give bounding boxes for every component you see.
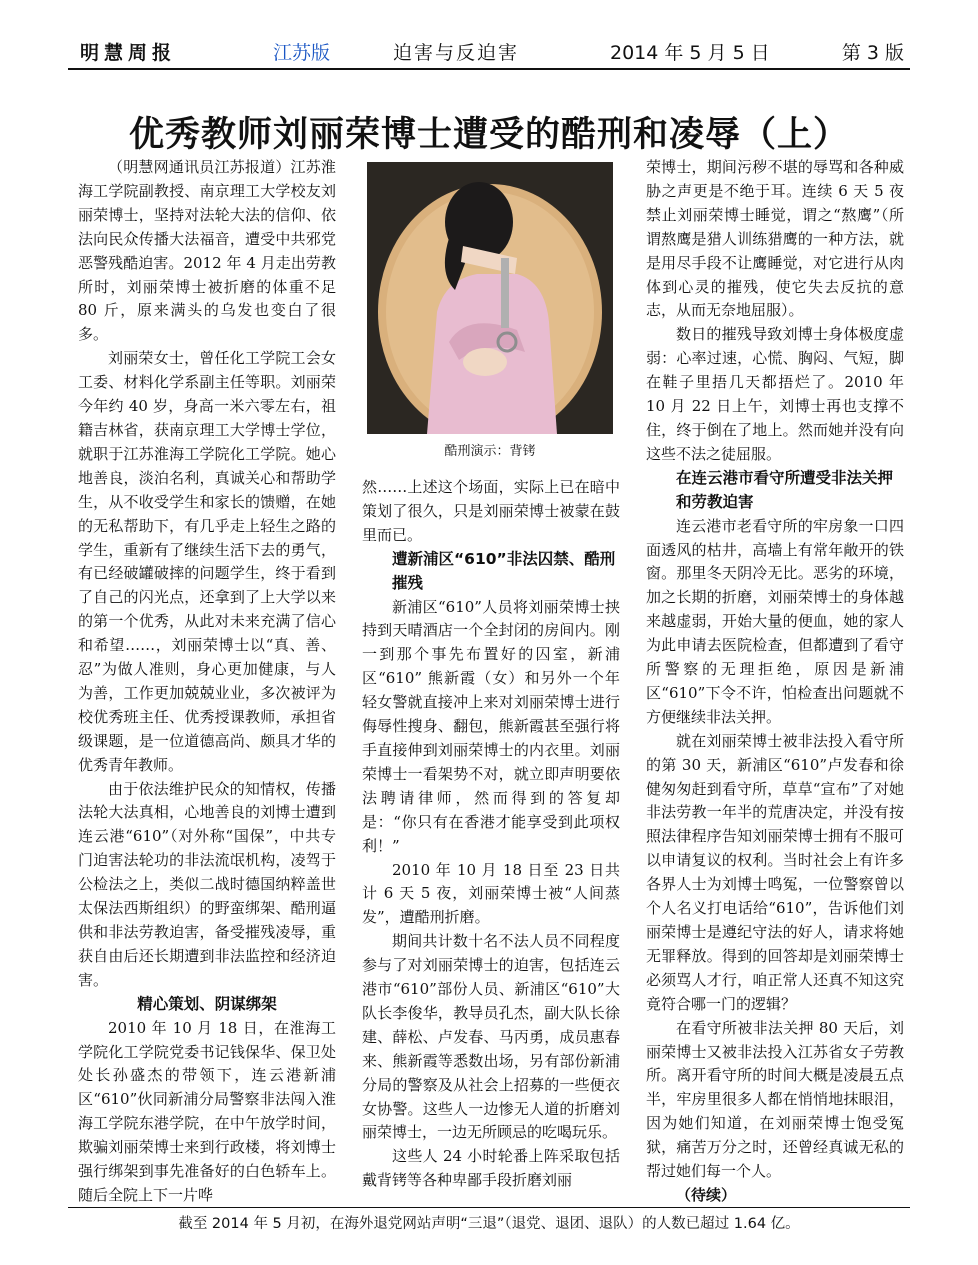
edition-label: 江苏版 bbox=[273, 42, 331, 64]
paragraph: （明慧网通讯员江苏报道）江苏淮海工学院副教授、南京理工大学校友刘丽荣博士，坚持对法轮大法的信仰、依法向民众传播大法福音，遭受中共邪党恶警残酷迫害。2012 年 4 月走出劳教所时，刘丽荣博士被折磨的体重不足 80 斤，原来满头的乌发也变白了很多。 bbox=[78, 158, 336, 344]
page-number: 第 3 版 bbox=[841, 42, 904, 64]
article-title: 优秀教师刘丽荣博士遭受的酷刑和凌辱（上） bbox=[128, 114, 849, 156]
paragraph: 在看守所被非法关押 80 天后，刘丽荣博士又被非法投入江苏省女子劳教所。离开看守所的时间大概是凌晨五点半，牢房里很多人都在悄悄地抹眼泪，因为她们知道，在刘丽荣博士饱受冤狱，痛苦万分之时，还曾经真诚无私的帮过她们每一个人。 bbox=[646, 1018, 904, 1181]
page-header bbox=[68, 36, 910, 68]
section-label: 迫害与反迫害 bbox=[393, 42, 520, 64]
paragraph: 数日的摧残导致刘博士身体极度虚弱：心率过速，心慌、胸闷、气短，脚在鞋子里捂几天都捂烂了。2010 年 10 月 22 日上午，刘博士再也支撑不住，终于倒在了地上。然而她并没有向这些不法之徒屈服。 bbox=[646, 325, 904, 463]
to-be-continued: （待续） bbox=[676, 1185, 737, 1204]
footer-rule bbox=[68, 1207, 910, 1208]
article-column-3 bbox=[646, 156, 904, 1208]
paragraph: 由于依法维护民众的知情权，传播法轮大法真相，心地善良的刘博士遭到连云港“610”（对外称“国保”，中共专门迫害法轮功的非法流氓机构，凌驾于公检法之上，类似二战时德国纳粹盖世太保法西斯组织）的野蛮绑架、酷刑逼供和非法劳教迫害，备受摧残凌辱，重获自由后还长期遭到非法监控和经济迫害。 bbox=[78, 779, 336, 989]
paragraph: 2010 年 10 月 18 日至 23 日共计 6 天 5 夜，刘丽荣博士被“人间蒸发”，遭酷刑折磨。 bbox=[362, 860, 620, 927]
paragraph: 刘丽荣女士，曾任化工学院工会女工委、材料化学系副主任等职。刘丽荣今年约 40 岁，身高一米六零左右，祖籍吉林省，获南京理工大学博士学位，就职于江苏淮海工学院化工学院。她心地善良，淡泊名利，真诚关心和帮助学生，从不收受学生和家长的馈赠，在她的无私帮助下，有几乎走上轻生之路的学生，重新有了继续生活下去的勇气，有已经破罐破摔的问题学生，终于看到了自己的闪光点，还拿到了上大学以来的第一个优秀，从此对未来充满了信心和希望……，刘丽荣博士以“真、善、忍”为做人准则，身心更加健康，与人为善，工作更加兢兢业业，多次被评为校优秀班主任、优秀授课教师，承担省级课题，是一位道德高尚、颇具才华的优秀青年教师。 bbox=[78, 349, 336, 774]
paragraph: 新浦区“610”人员将刘丽荣博士挟持到天晴酒店一个全封闭的房间内。刚一到那个事先布置好的囚室，新浦区“610” 熊新霞（女）和另外一个年轻女警就直接冲上来对刘丽荣博士进行侮辱性搜身、翻包，熊新霞甚至强行将手直接伸到刘丽荣博士的内衣里。刘丽荣博士一看架势不对，就立即声明要依法聘请律师，然而得到的答复却是：“你只有在香港才能享受到此项权利！” bbox=[362, 597, 620, 855]
paragraph: 这些人 24 小时轮番上阵采取包括戴背铐等各种卑鄙手段折磨刘丽 bbox=[362, 1147, 620, 1190]
section-heading: 在连云港市看守所遭受非法关押和劳教迫害 bbox=[676, 468, 894, 511]
photo-caption: 酷刑演示：背铐 bbox=[444, 444, 536, 459]
newspaper-name: 明慧周报 bbox=[80, 42, 177, 64]
article-column-1 bbox=[78, 156, 336, 1208]
section-heading: 遭新浦区“610”非法囚禁、酷刑摧残 bbox=[392, 549, 616, 592]
issue-date: 2014 年 5 月 5 日 bbox=[610, 42, 770, 64]
footer-note: 截至 2014 年 5 月初，在海外退党网站声明“三退”（退党、退团、退队）的人数已超过 1.64 亿。 bbox=[178, 1216, 800, 1232]
header-rule bbox=[68, 68, 910, 70]
paragraph: 连云港市老看守所的牢房象一口四面透风的枯井，高墙上有常年敞开的铁窗。那里冬天阴冷无比。恶劣的环境，加之长期的折磨，刘丽荣博士的身体越来越虚弱，开始大量的便血，她的家人为此申请去医院检查，但都遭到了看守所警察的无理拒绝，原因是新浦区“610”下令不许，怕检查出问题就不方便继续非法关押。 bbox=[646, 516, 904, 726]
paragraph: 期间共计数十名不法人员不同程度参与了对刘丽荣博士的迫害，包括连云港市“610”部份人员、新浦区“610”大队长李俊华，教导员孔杰，副大队长徐建、薛松、卢发春、马丙勇，成员惠春来、熊新霞等悉数出场，另有部份新浦分局的警察及从社会上招募的一些便衣女协警。这些人一边惨无人道的折磨刘丽荣博士，一边无所顾忌的吃喝玩乐。 bbox=[362, 932, 620, 1142]
paragraph: 2010 年 10 月 18 日，在淮海工学院化工学院党委书记钱保华、保卫处处长孙盛杰的带领下，连云港新浦区“610”伙同新浦分局警察非法闯入淮海工学院东港学院，在中午放学时间，欺骗刘丽荣博士来到行政楼，将刘博士强行绑架到事先准备好的白色轿车上。随后全院上下一片哗 bbox=[78, 1018, 336, 1204]
article-column-2 bbox=[362, 476, 620, 1193]
paragraph: 然……上述这个场面，实际上已在暗中策划了很久，只是刘丽荣博士被蒙在鼓里而已。 bbox=[362, 478, 620, 544]
paragraph: 就在刘丽荣博士被非法投入看守所的第 30 天，新浦区“610”卢发春和徐健匆匆赶到看守所，草草“宣布”了对她非法劳教一年半的荒唐决定，并没有按照法律程序告知刘丽荣博士拥有不服可以申请复议的权利。当时社会上有许多各界人士为刘博士鸣冤，一位警察曾以个人名义打电话给“610”，告诉他们刘丽荣博士是遵纪守法的好人，请求将她无罪释放。得到的回答却是刘丽荣博士必须骂人才行，咱正常人还真不知这究竟符合哪一门的逻辑？ bbox=[646, 731, 904, 1013]
article-photo bbox=[367, 162, 613, 434]
section-heading: 精心策划、阴谋绑架 bbox=[137, 994, 277, 1013]
paragraph: 荣博士，期间污秽不堪的辱骂和各种威胁之声更是不绝于耳。连续 6 天 5 夜禁止刘丽荣博士睡觉，谓之“熬鹰”（所谓熬鹰是猎人训练猎鹰的一种方法，就是用尽手段不让鹰睡觉，对它进行从肉体到心灵的摧残，使它失去反抗的意志，从而无奈地屈服）。 bbox=[646, 158, 904, 320]
